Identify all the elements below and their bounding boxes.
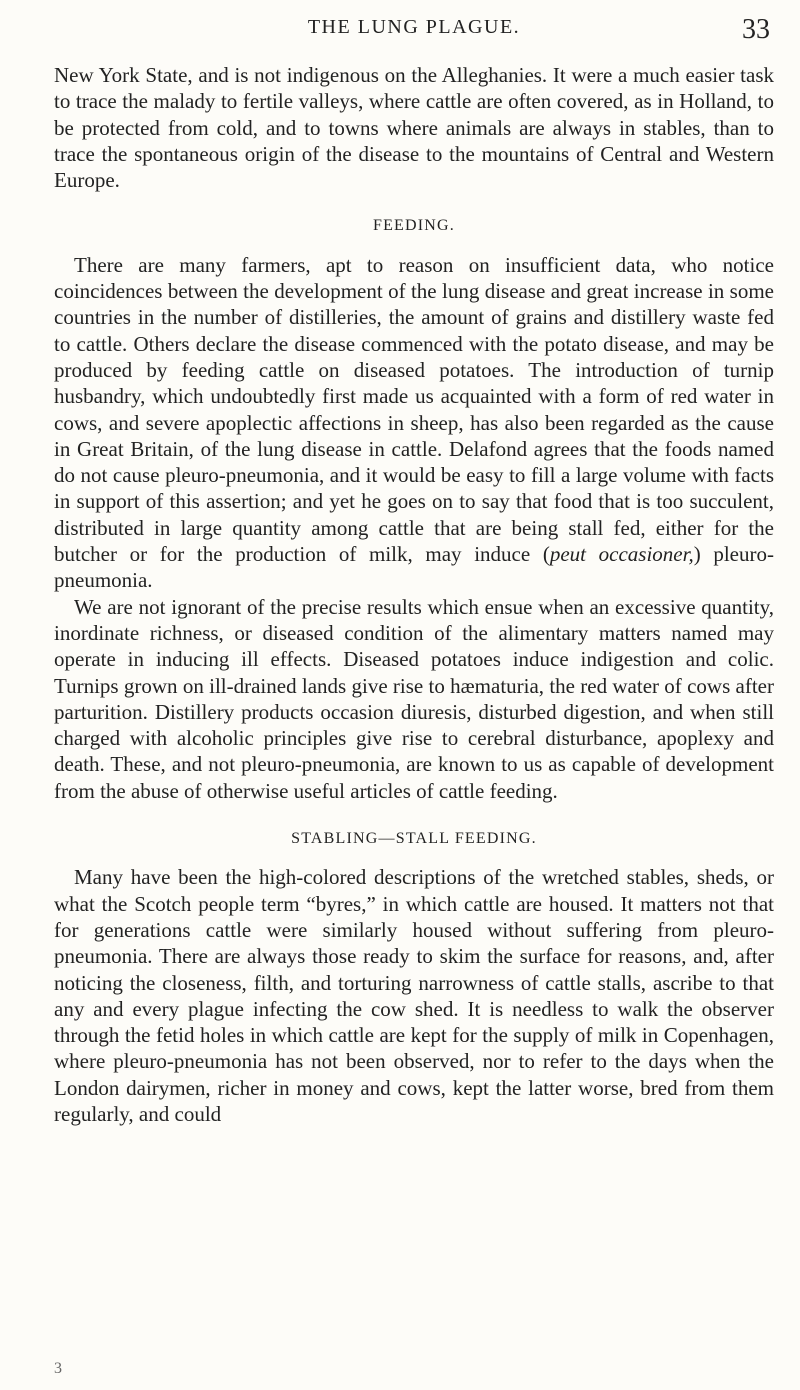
feeding-paragraph-2: We are not ignorant of the precise results which ensue when an excessive quantity, inordinate richness, or diseased condition of the alimentary matters named may operate in inducing ill effects. Diseased potatoes induce indigestion and colic. Turnips grown on ill-drained lands give rise to hæmaturia, the red water of cows after parturition. Distillery products occasion diuresis, disturbed digestion, and when still charged with alcoholic principles give rise to cerebral disturbance, apoplexy and death. These, and not pleuro-pneumonia, are known to us as capable of development from the abuse of otherwise useful articles of cattle feeding. bbox=[54, 594, 774, 803]
feeding-paragraph-1-italic: peut occasioner, bbox=[549, 542, 694, 567]
feeding-paragraph-1-text: There are many farmers, apt to reason on insufficient data, who notice coincidences between the development of the lung disease and great increase in some countries in the number of distilleries, the amount of grains and distillery waste fed to cattle. Others declare the disease commenced with the potato disease, and may be produced by feeding cattle on diseased potatoes. The introduction of turnip husbandry, which undoubtedly first made us acquainted with a form of red water in cows, and severe apoplectic affections in sheep, has also been regarded as the cause in Great Britain, of the lung disease in cattle. Delafond agrees that the foods named do not cause pleuro-pneumonia, and it would be easy to fill a large volume with facts in support of this assertion; and yet he goes on to say that food that is too succulent, distributed in large quantity among cattle that are being stall fed, either for the butcher or for the production of milk, may induce ( bbox=[54, 252, 774, 567]
signature-mark: 3 bbox=[54, 1360, 62, 1377]
running-head bbox=[54, 14, 774, 54]
page-number: 33 bbox=[742, 14, 770, 45]
feeding-paragraph-1-end: ) pleuro-pneumonia. bbox=[54, 542, 774, 593]
opening-paragraph: New York State, and is not indigenous on the Alleghanies. It were a much easier task to trace the malady to fertile valleys, where cattle are often covered, as in Holland, to be protected from cold, and to towns where animals are always in stables, than to trace the spontaneous origin of the disease to the mountains of Central and Western Europe. bbox=[54, 63, 774, 193]
feeding-paragraph-1 bbox=[54, 252, 774, 594]
body-text bbox=[54, 62, 774, 1127]
stabling-paragraph-1: Many have been the high-colored descriptions of the wretched stables, sheds, or what the Scotch people term “byres,” in which cattle are housed. It matters not that for generations cattle were similarly housed without suffering from pleuro-pneumonia. There are always those ready to skim the surface for reasons, and, after noticing the closeness, filth, and torturing narrowness of cattle stalls, ascribe to that any and every plague infecting the cow shed. It is needless to walk the observer through the fetid holes in which cattle are kept for the supply of milk in Copenhagen, where pleuro-pneumonia has not been observed, nor to refer to the days when the London dairymen, richer in money and cows, kept the latter worse, bred from them regularly, and could bbox=[54, 865, 774, 1126]
section-heading-feeding: FEEDING. bbox=[372, 217, 456, 235]
running-title: THE LUNG PLAGUE. bbox=[307, 16, 521, 38]
section-heading-stabling: STABLING—STALL FEEDING. bbox=[291, 830, 537, 848]
